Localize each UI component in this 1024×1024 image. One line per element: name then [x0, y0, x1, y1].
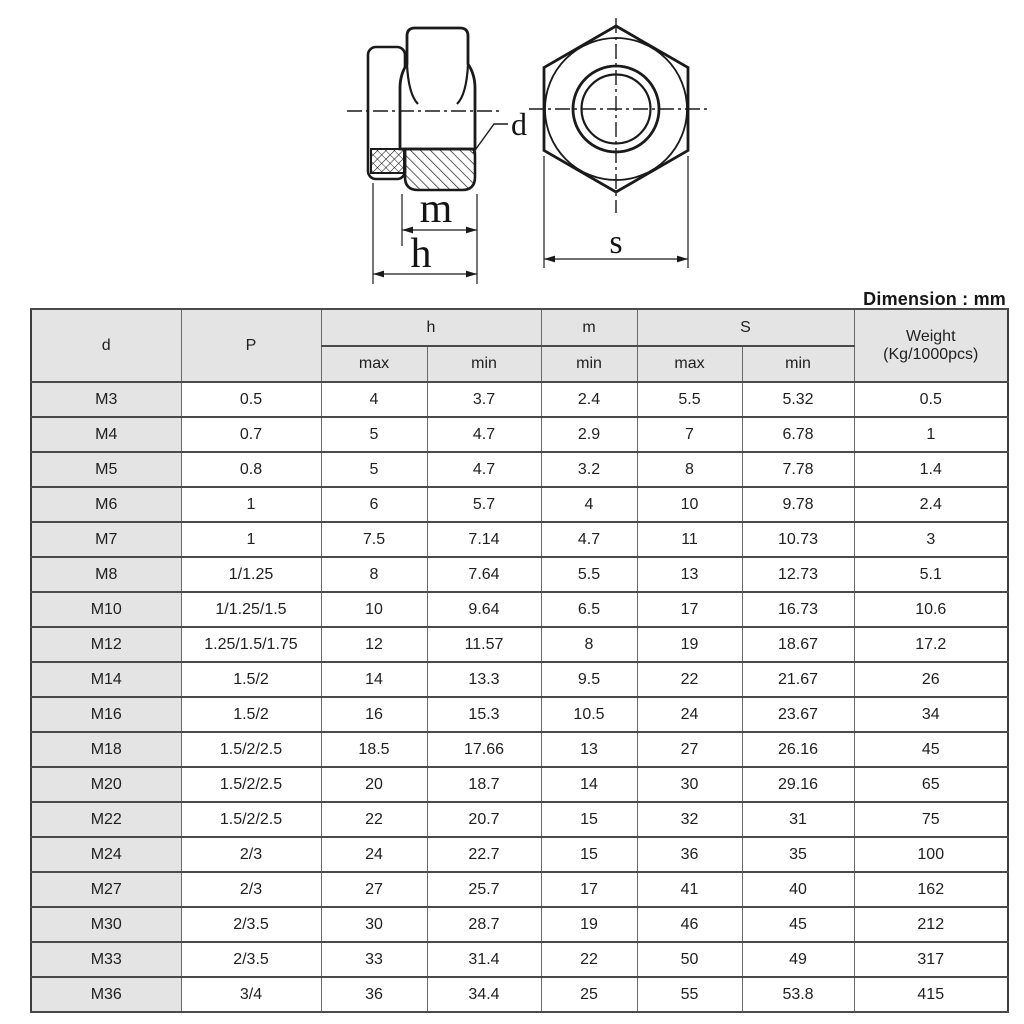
cell-value: 14 — [321, 662, 427, 697]
cell-value: 11.57 — [427, 627, 541, 662]
cell-value: 9.64 — [427, 592, 541, 627]
cell-value: 1.4 — [854, 452, 1008, 487]
cell-value: 5.5 — [637, 382, 742, 417]
cell-value: 31 — [742, 802, 854, 837]
table-row — [31, 732, 1008, 767]
subheader-h-max: max — [321, 346, 427, 382]
cell-value: 2.4 — [541, 382, 637, 417]
cell-value: 24 — [637, 697, 742, 732]
cell-value: 50 — [637, 942, 742, 977]
cell-value: 20.7 — [427, 802, 541, 837]
cell-value: 41 — [637, 872, 742, 907]
cell-value: 7.78 — [742, 452, 854, 487]
cell-size: M3 — [31, 382, 181, 417]
cell-size: M6 — [31, 487, 181, 522]
cell-value: 0.7 — [181, 417, 321, 452]
cell-value: 0.8 — [181, 452, 321, 487]
cell-value: 2/3 — [181, 837, 321, 872]
table-row — [31, 837, 1008, 872]
cell-value: 4 — [321, 382, 427, 417]
dim-label-m: m — [419, 186, 453, 232]
table-row — [31, 872, 1008, 907]
cell-value: 5.32 — [742, 382, 854, 417]
cell-value: 20 — [321, 767, 427, 802]
subheader-h-min: min — [427, 346, 541, 382]
cell-value: 35 — [742, 837, 854, 872]
technical-drawings — [0, 0, 1024, 292]
dim-label-s: s — [609, 224, 623, 261]
cell-value: 5 — [321, 417, 427, 452]
d-leader-line — [473, 124, 508, 153]
table-row — [31, 697, 1008, 732]
cell-value: 4.7 — [427, 452, 541, 487]
table-row — [31, 382, 1008, 417]
cell-value: 1.5/2 — [181, 697, 321, 732]
cell-value: 2/3 — [181, 872, 321, 907]
cell-value: 100 — [854, 837, 1008, 872]
cell-size: M10 — [31, 592, 181, 627]
cell-value: 49 — [742, 942, 854, 977]
cell-value: 36 — [321, 977, 427, 1012]
cell-value: 22 — [541, 942, 637, 977]
cell-value: 12 — [321, 627, 427, 662]
cell-value: 4.7 — [541, 522, 637, 557]
cell-value: 6.78 — [742, 417, 854, 452]
cell-value: 1.25/1.5/1.75 — [181, 627, 321, 662]
cell-value: 317 — [854, 942, 1008, 977]
cell-value: 6.5 — [541, 592, 637, 627]
cell-value: 3/4 — [181, 977, 321, 1012]
cell-value: 30 — [637, 767, 742, 802]
s-arrow-right — [677, 256, 688, 263]
cell-value: 45 — [742, 907, 854, 942]
cell-value: 46 — [637, 907, 742, 942]
cell-value: 22 — [637, 662, 742, 697]
cell-value: 5.7 — [427, 487, 541, 522]
cell-size: M4 — [31, 417, 181, 452]
cell-value: 34 — [854, 697, 1008, 732]
dim-label-h: h — [410, 231, 432, 277]
table-row — [31, 522, 1008, 557]
cell-size: M36 — [31, 977, 181, 1012]
dim-label-d: d — [511, 106, 527, 142]
cell-value: 13.3 — [427, 662, 541, 697]
cell-value: 1 — [181, 487, 321, 522]
cell-value: 1/1.25 — [181, 557, 321, 592]
cell-value: 75 — [854, 802, 1008, 837]
cell-value: 5.1 — [854, 557, 1008, 592]
table-header — [31, 309, 1008, 382]
subheader-m-min: min — [541, 346, 637, 382]
cell-value: 22 — [321, 802, 427, 837]
cell-value: 11 — [637, 522, 742, 557]
table-row — [31, 452, 1008, 487]
m-arrow-right — [466, 227, 477, 234]
cell-value: 1.5/2/2.5 — [181, 732, 321, 767]
cell-value: 18.5 — [321, 732, 427, 767]
cell-value: 17.2 — [854, 627, 1008, 662]
cell-value: 3.2 — [541, 452, 637, 487]
cell-value: 15.3 — [427, 697, 541, 732]
cell-size: M30 — [31, 907, 181, 942]
cell-value: 15 — [541, 802, 637, 837]
cell-value: 1 — [181, 522, 321, 557]
table-row — [31, 557, 1008, 592]
cell-value: 3.7 — [427, 382, 541, 417]
dimension-table — [30, 308, 1009, 1013]
cell-value: 65 — [854, 767, 1008, 802]
cell-value: 7.5 — [321, 522, 427, 557]
cell-value: 3 — [854, 522, 1008, 557]
nylon-insert-crosshatch — [371, 149, 404, 173]
cell-value: 19 — [541, 907, 637, 942]
cell-value: 162 — [854, 872, 1008, 907]
cell-size: M22 — [31, 802, 181, 837]
table-row — [31, 977, 1008, 1012]
h-arrow-right — [466, 271, 477, 278]
cell-value: 212 — [854, 907, 1008, 942]
cell-value: 29.16 — [742, 767, 854, 802]
cell-value: 16.73 — [742, 592, 854, 627]
cell-value: 14 — [541, 767, 637, 802]
cell-value: 25.7 — [427, 872, 541, 907]
cell-value: 5.5 — [541, 557, 637, 592]
cell-value: 10.73 — [742, 522, 854, 557]
cell-value: 9.5 — [541, 662, 637, 697]
cell-value: 32 — [637, 802, 742, 837]
table-row — [31, 907, 1008, 942]
cell-value: 15 — [541, 837, 637, 872]
col-header-weight — [854, 309, 1008, 382]
table-row — [31, 417, 1008, 452]
cell-value: 27 — [321, 872, 427, 907]
cell-value: 12.73 — [742, 557, 854, 592]
cell-value: 34.4 — [427, 977, 541, 1012]
cell-value: 1.5/2/2.5 — [181, 802, 321, 837]
cell-value: 17 — [541, 872, 637, 907]
cell-value: 1.5/2 — [181, 662, 321, 697]
cell-value: 8 — [541, 627, 637, 662]
table-row — [31, 942, 1008, 977]
table-row — [31, 662, 1008, 697]
table-row — [31, 767, 1008, 802]
cell-value: 1.5/2/2.5 — [181, 767, 321, 802]
cell-size: M5 — [31, 452, 181, 487]
col-header-m: m — [541, 309, 637, 346]
cell-value: 1/1.25/1.5 — [181, 592, 321, 627]
col-header-s: S — [637, 309, 854, 346]
cell-value: 24 — [321, 837, 427, 872]
cell-value: 45 — [854, 732, 1008, 767]
cell-value: 19 — [637, 627, 742, 662]
cell-value: 0.5 — [854, 382, 1008, 417]
h-arrow-left — [373, 271, 384, 278]
table-row — [31, 592, 1008, 627]
cell-value: 40 — [742, 872, 854, 907]
cell-value: 30 — [321, 907, 427, 942]
weight-label-line2: (Kg/1000pcs) — [883, 345, 979, 363]
cell-value: 8 — [321, 557, 427, 592]
cell-value: 10 — [321, 592, 427, 627]
cell-size: M24 — [31, 837, 181, 872]
cell-value: 2.9 — [541, 417, 637, 452]
cell-size: M18 — [31, 732, 181, 767]
cell-value: 53.8 — [742, 977, 854, 1012]
cell-size: M33 — [31, 942, 181, 977]
cell-value: 17.66 — [427, 732, 541, 767]
cell-value: 8 — [637, 452, 742, 487]
cell-value: 36 — [637, 837, 742, 872]
cell-value: 26 — [854, 662, 1008, 697]
cell-size: M16 — [31, 697, 181, 732]
cell-value: 1 — [854, 417, 1008, 452]
dimension-note: Dimension : mm — [863, 289, 1006, 309]
side-view-drawing — [335, 6, 528, 292]
col-header-h: h — [321, 309, 541, 346]
cell-size: M7 — [31, 522, 181, 557]
cell-value: 23.67 — [742, 697, 854, 732]
table-row — [31, 487, 1008, 522]
cell-value: 9.78 — [742, 487, 854, 522]
cell-value: 27 — [637, 732, 742, 767]
cell-size: M20 — [31, 767, 181, 802]
cell-value: 10.6 — [854, 592, 1008, 627]
cell-value: 22.7 — [427, 837, 541, 872]
cell-value: 2.4 — [854, 487, 1008, 522]
cell-size: M27 — [31, 872, 181, 907]
cell-value: 17 — [637, 592, 742, 627]
nut-section-hatch — [405, 149, 475, 190]
cell-value: 13 — [541, 732, 637, 767]
cell-value: 6 — [321, 487, 427, 522]
col-header-p: P — [181, 309, 321, 382]
cell-size: M14 — [31, 662, 181, 697]
weight-label-line1: Weight — [906, 327, 956, 345]
cell-value: 10 — [637, 487, 742, 522]
cell-value: 0.5 — [181, 382, 321, 417]
cell-size: M8 — [31, 557, 181, 592]
subheader-s-max: max — [637, 346, 742, 382]
cell-value: 26.16 — [742, 732, 854, 767]
cell-value: 18.7 — [427, 767, 541, 802]
front-view-drawing — [528, 6, 713, 276]
cell-size: M12 — [31, 627, 181, 662]
cell-value: 13 — [637, 557, 742, 592]
cell-value: 4 — [541, 487, 637, 522]
cell-value: 2/3.5 — [181, 942, 321, 977]
cell-value: 28.7 — [427, 907, 541, 942]
cell-value: 7.64 — [427, 557, 541, 592]
cell-value: 16 — [321, 697, 427, 732]
cell-value: 33 — [321, 942, 427, 977]
cell-value: 31.4 — [427, 942, 541, 977]
table-row — [31, 802, 1008, 837]
s-arrow-left — [544, 256, 555, 263]
cell-value: 415 — [854, 977, 1008, 1012]
subheader-s-min: min — [742, 346, 854, 382]
cell-value: 55 — [637, 977, 742, 1012]
cell-value: 2/3.5 — [181, 907, 321, 942]
cell-value: 21.67 — [742, 662, 854, 697]
col-header-d: d — [31, 309, 181, 382]
table-body — [31, 382, 1008, 1012]
table-row — [31, 627, 1008, 662]
cell-value: 4.7 — [427, 417, 541, 452]
cell-value: 5 — [321, 452, 427, 487]
cell-value: 7.14 — [427, 522, 541, 557]
cell-value: 7 — [637, 417, 742, 452]
cell-value: 25 — [541, 977, 637, 1012]
cell-value: 10.5 — [541, 697, 637, 732]
cell-value: 18.67 — [742, 627, 854, 662]
